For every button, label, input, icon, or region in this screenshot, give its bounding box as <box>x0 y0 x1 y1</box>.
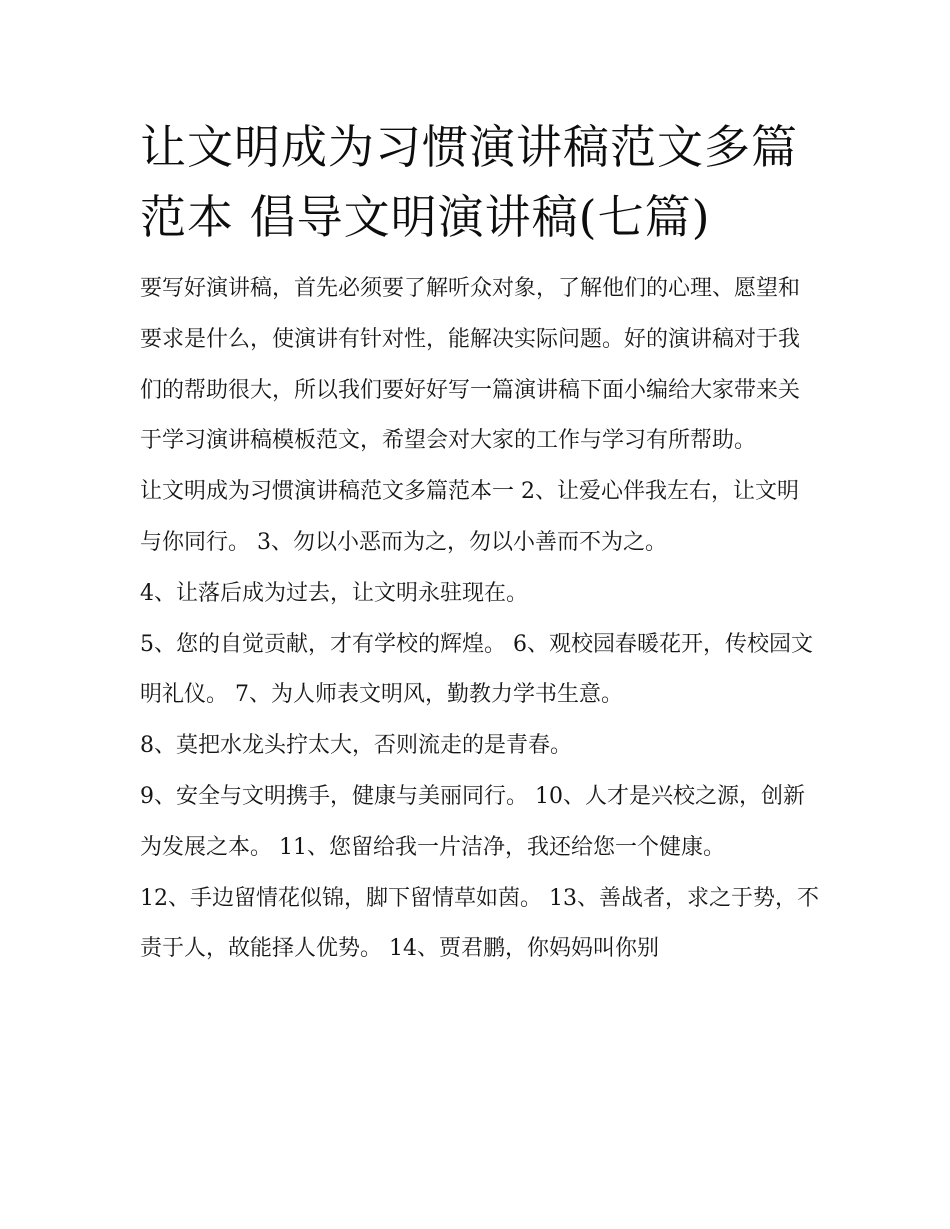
paragraph-item: 8、莫把水龙头拧太大，否则流走的是青春。 <box>140 733 572 759</box>
paragraph-item: 4、让落后成为过去，让文明永驻现在。 <box>140 580 528 606</box>
paragraph-item: 5、您的自觉贡献，才有学校的辉煌。 6、观校园春暖花开，传校园文明礼仪。 7、为人师表文明风，勤教力学书生意。 <box>140 631 813 708</box>
paragraph-intro: 要写好演讲稿，首先必须要了解听众对象，了解他们的心理、愿望和要求是什么，使演讲有针对性，能解决实际问题。好的演讲稿对于我们的帮助很大，所以我们要好好写一篇演讲稿下面小编给大家带来关于学习演讲稿模板范文，希望会对大家的工作与学习有所帮助。 <box>140 276 801 454</box>
paragraph-item: 9、安全与文明携手，健康与美丽同行。 10、人才是兴校之源，创新为发展之本。 11、您留给我一片洁净，我还给您一个健康。 <box>140 783 805 860</box>
document-title: 让文明成为习惯演讲稿范文多篇范本 倡导文明演讲稿(七篇) <box>140 120 798 244</box>
paragraph-item: 12、手边留情花似锦，脚下留情草如茵。 13、善战者，求之于势，不责于人，故能择人优势。 14、贾君鹏，你妈妈叫你别 <box>140 885 819 962</box>
document-page <box>140 112 820 975</box>
paragraph-item: 让文明成为习惯演讲稿范文多篇范本一 2、让爱心伴我左右，让文明与你同行。 3、勿以小恶而为之，勿以小善而不为之。 <box>140 479 799 555</box>
document-body <box>140 264 820 975</box>
